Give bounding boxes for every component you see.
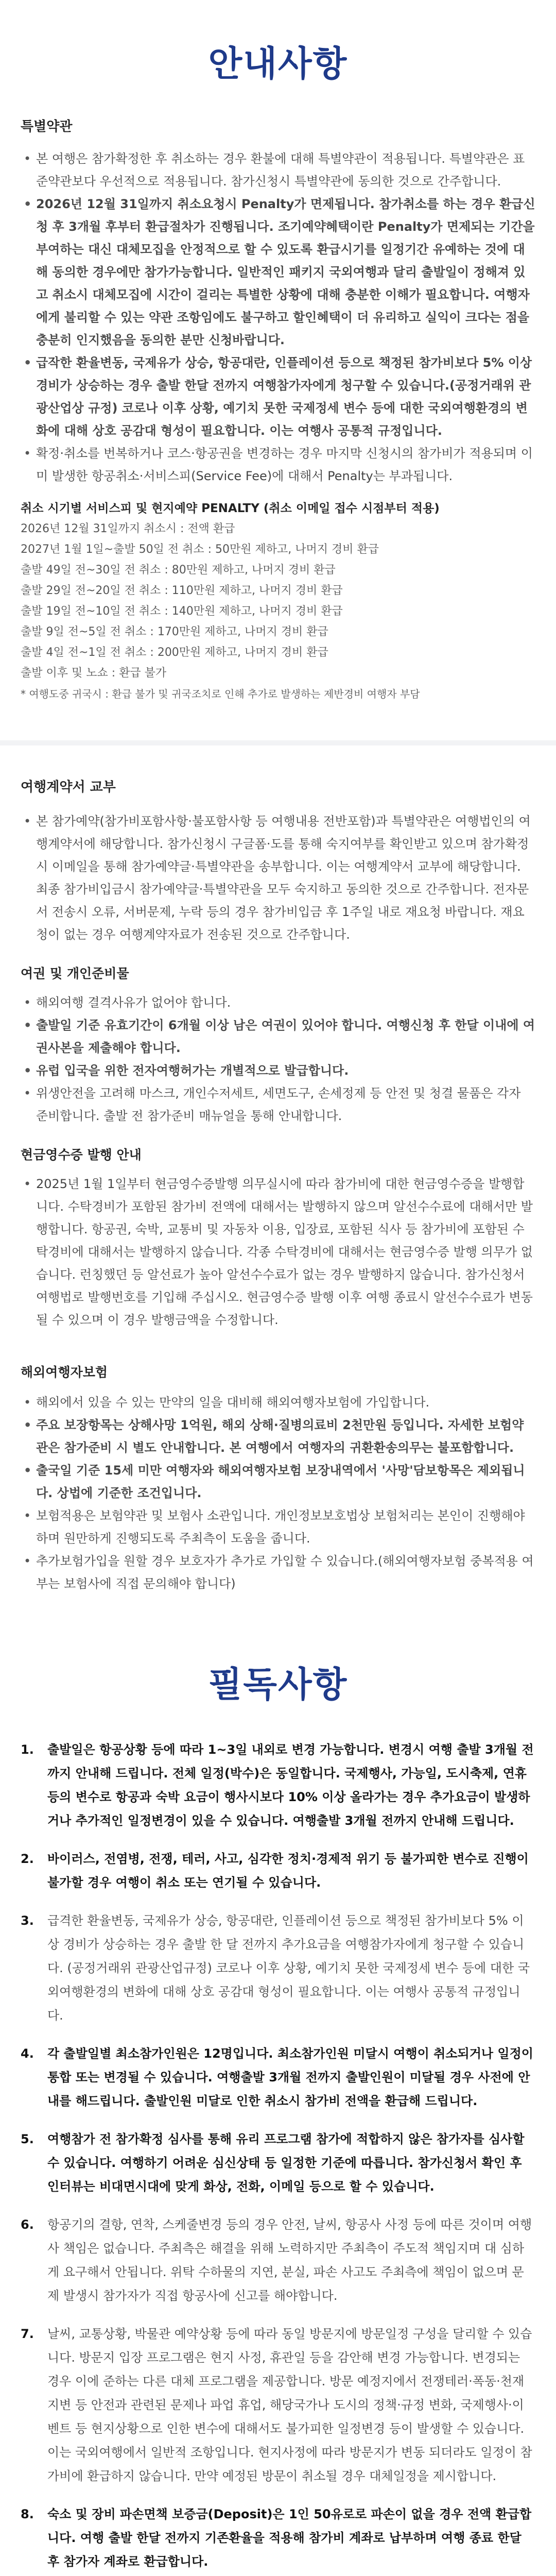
must-read-list [21,1738,535,2573]
list-item: • 출국일 기준 15세 미만 여행자와 해외여행자보험 보장내역에서 '사망'담보항목은 제외됩니다. 상법에 기준한 조건입니다. [21,1459,535,1504]
list-item: • 추가보험가입을 원할 경우 보호자가 추가로 가입할 수 있습니다.(해외여행자보험 중복적용 여부는 보험사에 직접 문의해야 합니다) [21,1550,535,1595]
cancel-row: 출발 9일 전~5일 전 취소 : 170만원 제하고, 나머지 경비 환급 [21,625,328,638]
item-text: 숙소 및 장비 파손면책 보증금(Deposit)은 1인 50유로로 파손이 없을 경우 전액 환급합니다. 여행 출발 한달 전까지 기존환율을 적용해 참가비 계좌로 납부하며 여행 종료 한달 후 참가자 계좌로 환급합니다. [47,2507,532,2569]
must-read-title: 필독사항 [208,1665,348,1705]
item-text: 여행참가 전 참가확정 심사를 통해 유리 프로그램 참가에 적합하지 않은 참가자를 심사할 수 있습니다. 여행하기 어려운 심신상태 등 일정한 기준에 따릅니다. 참가신청서 확인 후 인터뷰는 비대면시대에 맞게 화상, 전화, 이메일 등으로 할 수 있습니다. [47,2132,525,2194]
special-terms-section [0,86,556,704]
list-item: • 출발일 기준 유효기간이 6개월 이상 남은 여권이 있어야 합니다. 여행신청 후 한달 이내에 여권사본을 제출해야 합니다. [21,1014,535,1059]
passport-list [21,991,535,1127]
item-number: 2. [21,1852,34,1866]
item-text: 각 출발일별 최소참가인원은 12명입니다. 최소참가인원 미달시 여행이 취소되거나 일정이 통합 또는 변경될 수 있습니다. 여행출발 3개월 전까지 출발인원이 미달될 경우 사전에 안내를 해드립니다. 출발인원 미달로 인한 취소시 참가비 전액을 환급해 드립니다. [47,2046,533,2108]
list-item [21,2322,535,2488]
list-item: • 본 참가예약(참가비포함사항·불포함사항 등 여행내용 전반포함)과 특별약관은 여행법인의 여행계약서에 해당합니다. 참가신청시 구글폼·도를 통해 숙지여부를 확인받고 있으며 참가확정시 이메일을 통해 참가예약글·특별약관을 송부합니다. 이는 여행계약서 교부에 해당합니다. 최종 참가비입금시 참가예약글·특별약관을 모두 숙지하고 동의한 것으로 간주합니다. 전자문서 전송시 오류, 서버문제, 누락 등의 경우 참가비입금 후 1주일 내로 재요청 바랍니다. 재요청이 없는 경우 여행계약자료가 전송된 것으로 간주합니다. [21,810,535,946]
must-read-section [0,1595,556,2573]
item-number: 8. [21,2507,34,2521]
list-item: • 해외에서 있을 수 있는 만약의 일을 대비해 해외여행자보험에 가입합니다. [21,1391,535,1414]
cancel-row: 2027년 1월 1일~출발 50일 전 취소 : 50만원 제하고, 나머지 경비 환급 [21,543,379,556]
section-divider [0,740,556,745]
item-number: 6. [21,2217,34,2232]
list-item: • 보험적용은 보험약관 및 보험사 소관입니다. 개인정보보호법상 보험처리는 본인이 진행해야 하며 원만하게 진행되도록 주최측이 도움을 줍니다. [21,1504,535,1550]
list-item [21,1847,535,1894]
contract-heading: 여행계약서 교부 [21,779,116,795]
item-text: 날씨, 교통상황, 박물관 예약상황 등에 따라 동일 방문지에 방문일정 구성을 달리할 수 있습니다. 방문지 입장 프로그램은 현지 사정, 휴관일 등을 감안해 변경 가능합니다. 변경되는 경우 이에 준하는 다른 대체 프로그램을 제공합니다. 방문 예정지에서 전쟁테러·폭동·천재지변 등 안전과 관련된 문제나 파업 휴업, 해당국가나 도시의 정책·규정 변화, 국제행사·이벤트 등 현지상황으로 인한 변수에 대해서도 불가피한 일정변경 등이 발생할 수 있습니다. 이는 국외여행에서 일반적 조항입니다. 현지사정에 따라 방문지가 변동 되더라도 일정이 참가비에 환급하지 않습니다. 만약 예정된 방문이 취소될 경우 대체일정을 제시합니다. [47,2327,532,2483]
insurance-heading: 해외여행자보험 [21,1365,108,1380]
item-number: 5. [21,2132,34,2146]
cancel-heading: 취소 시기별 서비스피 및 현지예약 PENALTY (취소 이메일 접수 시점부터 적용) [21,502,440,515]
list-item [21,2127,535,2198]
list-item: • 2026년 12월 31일까지 취소요청시 Penalty가 면제됩니다. 참가취소를 하는 경우 환급신청 후 3개월 후부터 환급절차가 진행됩니다. 조기예약혜택이란 Penalty가 면제되는 기간을 부여하는 대신 대체모집을 안정적으로 할 수 있도록 환급시기를 일정기간 유예하는 것에 대해 동의한 경우에만 참가가능합니다. 일반적인 패키지 국외여행과 달리 출발일이 정해져 있고 취소시 대체모집에 시간이 걸리는 특별한 상황에 대해 충분한 이해가 필요합니다. 여행자에게 불리할 수 있는 약관 조항임에도 불구하고 할인혜택이 더 유리하고 실익이 크다는 점을 충분히 인지했음을 동의한 분만 신청바랍니다. [21,193,535,351]
cancel-table [21,519,535,704]
cancel-row: 2026년 12월 31일까지 취소시 : 전액 환급 [21,522,235,535]
item-text: 급격한 환율변동, 국제유가 상승, 항공대란, 인플레이션 등으로 책정된 참가비보다 5% 이상 경비가 상승하는 경우 출발 한 달 전까지 추가요금을 여행참가자에게 청구할 수 있습니다. (공정거래위 관광산업규정) 코로나 이후 상황, 예기치 못한 국제정세 변수 등에 대한 국외여행환경의 변화에 대해 상호 공감대 형성이 필요합니다. 이는 여행사 공통적 규정입니다. [47,1913,530,2023]
special-terms-heading: 특별약관 [21,119,73,134]
passport-heading: 여권 및 개인준비물 [21,966,129,981]
cancel-row: 출발 29일 전~20일 전 취소 : 110만원 제하고, 나머지 경비 환급 [21,584,343,597]
contract-section [0,745,556,1595]
item-number: 3. [21,1913,34,1928]
item-number: 1. [21,1742,34,1757]
insurance-list [21,1391,535,1595]
contract-list [21,810,535,946]
cancel-row: 출발 이후 및 노쇼 : 환급 불가 [21,667,167,680]
list-item: • 위생안전을 고려해 마스크, 개인수저세트, 세면도구, 손세정제 등 안전 및 청결 물품은 각자 준비합니다. 출발 전 참가준비 매뉴얼을 통해 안내합니다. [21,1082,535,1127]
list-item: • 유럽 입국을 위한 전자여행허가는 개별적으로 발급합니다. [21,1059,535,1082]
list-item [21,1909,535,2027]
list-item [21,2042,535,2113]
cancel-row: 출발 19일 전~10일 전 취소 : 140만원 제하고, 나머지 경비 환급 [21,605,343,618]
list-item: • 확정·취소를 번복하거나 코스·항공권을 변경하는 경우 마지막 신청시의 참가비가 적용되며 이미 발생한 항공취소·서비스피(Service Fee)에 대해서 Penalty는 부과됩니다. [21,442,535,487]
list-item: • 해외여행 결격사유가 없어야 합니다. [21,991,535,1014]
list-item [21,2502,535,2573]
item-number: 7. [21,2327,34,2341]
item-text: 출발일은 항공상황 등에 따라 1~3일 내외로 변경 가능합니다. 변경시 여행 출발 3개월 전까지 안내해 드립니다. 전체 일정(박수)은 동일합니다. 국제행사, 가능일, 도시축제, 연휴 등의 변수로 항공과 숙박 요금이 행사시보다 10% 이상 올라가는 경우 추가요금이 발생하거나 추가적인 일정변경이 있을 수 있습니다. 여행출발 3개월 전까지 안내해 드립니다. [47,1742,534,1828]
list-item: • 2025년 1월 1일부터 현금영수증발행 의무실시에 따라 참가비에 대한 현금영수증을 발행합니다. 수탁경비가 포함된 참가비 전액에 대해서는 발행하지 않으며 알선수수료에 대해서만 발행합니다. 항공권, 숙박, 교통비 및 자동차 이용, 입장료, 포함된 식사 등 참가비에 포함된 수탁경비에 대해서는 발행하지 않습니다. 각종 수탁경비에 대해서는 현금영수증 발행 의무가 없습니다. 런칭했던 등 알선료가 높아 알선수수료가 없는 경우 발행하지 않습니다. 참가신청서 여행법로 발행번호를 기입해 주십시오. 현금영수증 발행 이후 여행 종료시 알선수수료가 변동될 수 있으며 이 경우 발행금액을 수정합니다. [21,1173,535,1331]
item-text: 항공기의 결항, 연착, 스케줄변경 등의 경우 안전, 날씨, 항공사 사정 등에 따른 것이며 여행사 책임은 없습니다. 주최측은 해결을 위해 노력하지만 주최측이 주도적 책임지며 대 심하게 요구해서 안됩니다. 위탁 수하물의 지연, 분실, 파손 사고도 주최측에 책임이 없으며 문제 발생시 참가자가 직접 항공사에 신고를 해야합니다. [47,2217,532,2303]
list-item: • 본 여행은 참가확정한 후 취소하는 경우 환불에 대해 특별약관이 적용됩니다. 특별약관은 표준약관보다 우선적으로 적용됩니다. 참가신청시 특별약관에 동의한 것으로 간주합니다. [21,147,535,193]
receipt-heading: 현금영수증 발행 안내 [21,1147,142,1162]
list-item [21,1738,535,1833]
cancel-note: * 여행도중 귀국시 : 환급 불가 및 귀국조치로 인해 추가로 발생하는 제반경비 여행자 부담 [21,688,420,700]
item-text: 바이러스, 전염병, 전쟁, 테러, 사고, 심각한 정치·경제적 위기 등 불가피한 변수로 진행이 불가할 경우 여행이 취소 또는 연기될 수 있습니다. [47,1852,529,1890]
cancel-row: 출발 4일 전~1일 전 취소 : 200만원 제하고, 나머지 경비 환급 [21,646,328,659]
page-title: 안내사항 [208,44,348,84]
list-item: • 급작한 환율변동, 국제유가 상승, 항공대란, 인플레이션 등으로 책정된 참가비보다 5% 이상 경비가 상승하는 경우 출발 한달 전까지 여행참가자에게 청구할 수 있습니다.(공정거래위 관광산업상 규정) 코로나 이후 상황, 예기치 못한 국제정세 변수 등에 대한 국외여행환경의 변화에 대해 상호 공감대 형성이 필요합니다. 이는 여행사 공통적 규정입니다. [21,351,535,442]
list-item: • 주요 보장항목는 상해사망 1억원, 해외 상해·질병의료비 2천만원 등입니다. 자세한 보험약관은 참가준비 시 별도 안내합니다. 본 여행에서 여행자의 귀환환송의무는 불포함합니다. [21,1414,535,1459]
item-number: 4. [21,2046,34,2061]
receipt-list [21,1173,535,1331]
list-item [21,2213,535,2308]
cancel-row: 출발 49일 전~30일 전 취소 : 80만원 제하고, 나머지 경비 환급 [21,564,336,577]
special-terms-list [21,147,535,487]
